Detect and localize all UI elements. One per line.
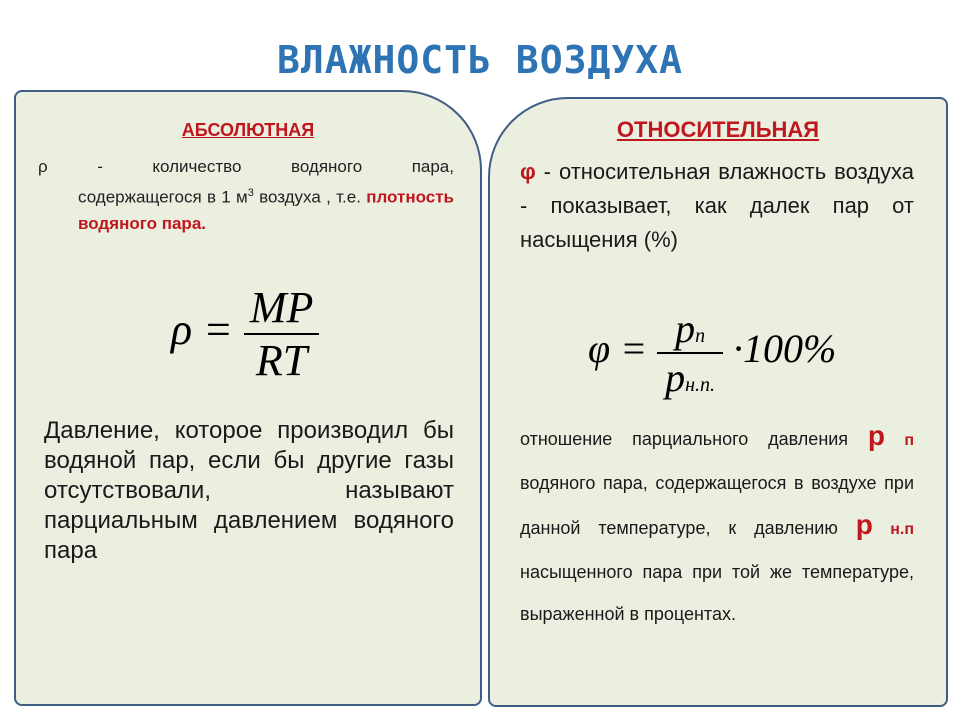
absolute-heading: АБСОЛЮТНАЯ: [181, 120, 315, 140]
absolute-humidity-panel: [14, 90, 482, 706]
phi-symbol: φ: [520, 159, 536, 184]
definition-text-2: содержащегося в 1 м: [78, 187, 248, 207]
partial-pressure-paragraph: Давление, которое производил бы водяной пар, если бы другие газы отсутствовали, называют парциальным давлением водяного пара: [44, 417, 454, 564]
definition-bold: плотность водяного пара.: [78, 187, 454, 233]
ratio-text-2: водяного пара, содержащегося в воздухе при данной температуре, к давлению: [520, 473, 914, 538]
relative-humidity-formula: [588, 305, 836, 401]
relative-heading: ОТНОСИТЕЛЬНАЯ: [616, 117, 820, 142]
definition-text-1: - количество водяного пара,: [47, 157, 454, 176]
cubic-superscript: 3: [247, 187, 254, 199]
formula-denominator: [657, 354, 723, 401]
definition-text-3: воздуха , т.е.: [253, 187, 367, 207]
partial-p-subscript: п: [885, 432, 914, 449]
formula-lhs: ρ =: [171, 305, 233, 355]
relative-humidity-panel: [488, 97, 948, 707]
ratio-text-1: отношение парциального давления: [520, 429, 868, 449]
formula-fraction: [657, 305, 723, 401]
saturated-p-symbol: p: [855, 509, 873, 540]
relative-definition-text: относительная влажность воздуха - показывает, как далек пар от насыщения (%): [520, 159, 914, 252]
saturated-p-subscript: н.п: [872, 521, 915, 538]
absolute-definition: [38, 154, 454, 237]
denominator-p: p: [665, 355, 686, 400]
ratio-paragraph: [520, 415, 914, 635]
formula-lhs: φ =: [588, 326, 648, 372]
formula-denominator: RT: [255, 336, 308, 385]
formula-numerator: [657, 305, 723, 354]
numerator-p: p: [675, 306, 696, 351]
formula-fraction: [244, 282, 320, 386]
rho-symbol: ρ: [38, 157, 48, 176]
page-title: ВЛАЖНОСТЬ ВОЗДУХА: [277, 38, 683, 82]
density-formula: [171, 282, 319, 386]
ratio-text-3: насыщенного пара при той же температуре, выраженной в процентах.: [520, 562, 914, 624]
numerator-subscript: п: [695, 325, 706, 347]
partial-p-symbol: p: [867, 420, 886, 451]
formula-tail: ·100%: [733, 326, 837, 372]
denominator-subscript: н.п.: [685, 374, 716, 396]
definition-continuation: [38, 180, 454, 237]
formula-numerator: MP: [244, 282, 320, 335]
relative-definition: [520, 155, 914, 257]
definition-dash: -: [535, 159, 559, 184]
